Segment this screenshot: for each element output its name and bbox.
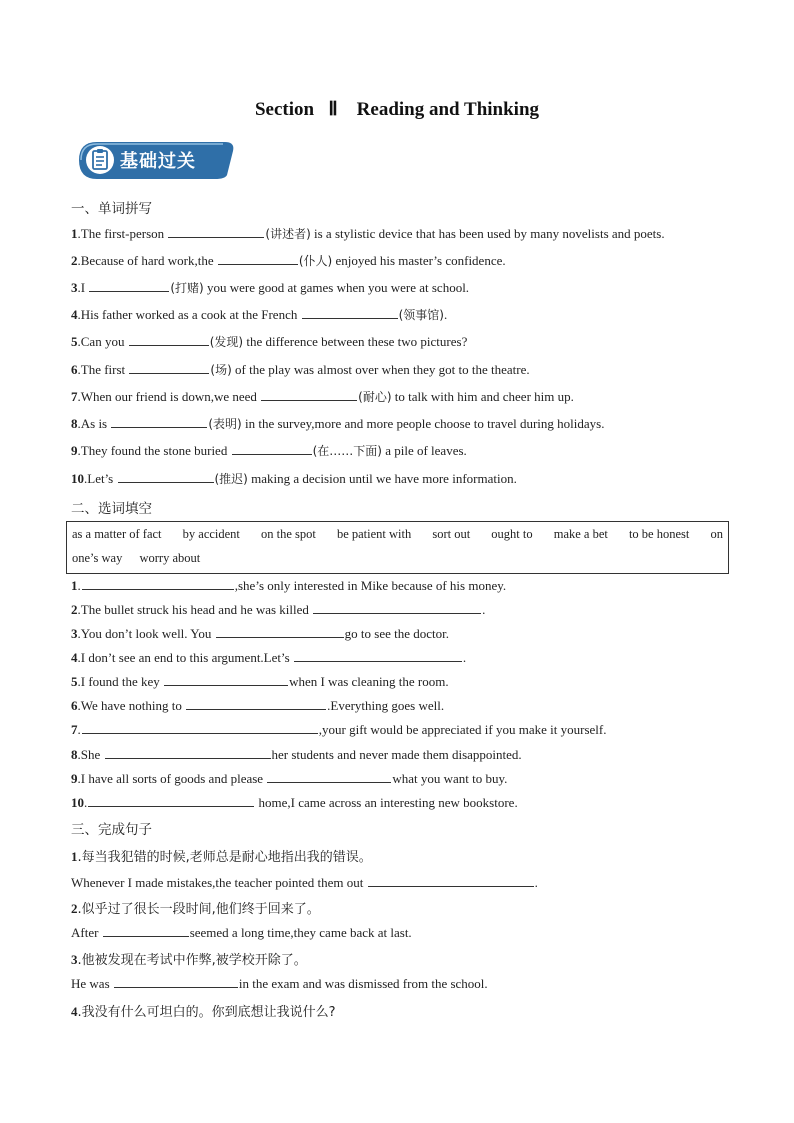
part2-item-3: 3.You don’t look well. You go to see the doctor. — [71, 626, 449, 641]
answer-blank[interactable] — [302, 306, 398, 319]
part1-item-5: 5.Can you (发现) the difference between these two pictures? — [71, 334, 468, 349]
word-bank-item: on — [710, 527, 723, 541]
answer-blank[interactable] — [368, 874, 534, 887]
section-banner — [75, 139, 235, 181]
answer-blank[interactable] — [82, 577, 234, 590]
answer-blank[interactable] — [232, 442, 312, 455]
word-bank-box — [66, 521, 729, 574]
answer-blank[interactable] — [267, 770, 391, 783]
word-bank-row — [72, 527, 723, 542]
part2-item-2: 2.The bullet struck his head and he was killed . — [71, 602, 486, 617]
word-bank-row — [72, 551, 214, 566]
answer-blank[interactable] — [164, 673, 288, 686]
part2-item-4: 4.I don’t see an end to this argument.Let’s . — [71, 650, 467, 665]
word-bank-item: one’s way — [72, 551, 123, 565]
answer-blank[interactable] — [313, 601, 481, 614]
part1-item-3: 3.I (打赌) you were good at games when you were at school. — [71, 280, 470, 295]
word-bank-item: sort out — [432, 527, 471, 541]
part3-item-3-cn: 3.他被发现在考试中作弊,被学校开除了。 — [71, 952, 307, 968]
part3-item-3-en: He was in the exam and was dismissed from the school. — [71, 976, 488, 991]
word-bank-item: ought to — [491, 527, 533, 541]
answer-blank[interactable] — [118, 470, 214, 483]
answer-blank[interactable] — [89, 279, 169, 292]
part2-item-7: 7. ,your gift would be appreciated if you make it yourself. — [71, 722, 607, 737]
answer-blank[interactable] — [105, 746, 271, 759]
answer-blank[interactable] — [82, 721, 318, 734]
word-bank-item: as a matter of fact — [72, 527, 162, 541]
part1-item-10: 10.Let’s (推迟) making a decision until we have more information. — [71, 471, 517, 486]
answer-blank[interactable] — [129, 361, 209, 374]
answer-blank[interactable] — [216, 625, 344, 638]
part2-heading: 二、选词填空 — [71, 501, 152, 517]
answer-blank[interactable] — [111, 415, 207, 428]
word-bank-item: worry about — [139, 551, 201, 565]
part1-heading: 一、单词拼写 — [71, 201, 152, 217]
word-bank-item: make a bet — [553, 527, 608, 541]
checklist-icon — [85, 145, 115, 175]
answer-blank[interactable] — [186, 697, 326, 710]
part1-item-2: 2.Because of hard work,the (仆人) enjoyed his master’s confidence. — [71, 253, 506, 268]
part1-item-6: 6.The first (场) of the play was almost over when they got to the theatre. — [71, 362, 530, 377]
part2-item-6: 6.We have nothing to .Everything goes well. — [71, 698, 445, 713]
word-bank-item: be patient with — [336, 527, 412, 541]
part1-item-8: 8.As is (表明) in the survey,more and more people choose to travel during holidays. — [71, 416, 605, 431]
part2-item-8: 8.She her students and never made them disappointed. — [71, 747, 522, 762]
part2-item-5: 5.I found the key when I was cleaning the room. — [71, 674, 449, 689]
part3-item-2-cn: 2.似乎过了很长一段时间,他们终于回来了。 — [71, 901, 320, 917]
answer-blank[interactable] — [261, 388, 357, 401]
part1-item-9: 9.They found the stone buried (在……下面) a pile of leaves. — [71, 443, 467, 458]
part2-item-1: 1. ,she’s only interested in Mike because of his money. — [71, 578, 507, 593]
part2-item-9: 9.I have all sorts of goods and please what you want to buy. — [71, 771, 508, 786]
part3-item-1-en: Whenever I made mistakes,the teacher pointed them out . — [71, 875, 538, 890]
word-bank-item: by accident — [182, 527, 240, 541]
word-bank-item: on the spot — [261, 527, 316, 541]
answer-blank[interactable] — [294, 649, 462, 662]
title-name: Reading and Thinking — [356, 99, 540, 120]
part3-item-4-cn: 4.我没有什么可坦白的。你到底想让我说什么? — [71, 1004, 336, 1020]
word-bank-item: to be honest — [628, 527, 690, 541]
part2-item-10: 10. home,I came across an interesting new bookstore. — [71, 795, 518, 810]
title-numeral: Ⅱ — [328, 99, 338, 120]
part3-item-2-en: After seemed a long time,they came back at last. — [71, 925, 412, 940]
answer-blank[interactable] — [103, 924, 189, 937]
answer-blank[interactable] — [114, 975, 238, 988]
answer-blank[interactable] — [129, 333, 209, 346]
part3-item-1-cn: 1.每当我犯错的时候,老师总是耐心地指出我的错误。 — [71, 849, 372, 865]
part1-item-1: 1.The first-person (讲述者) is a stylistic device that has been used by many novelists and poets. — [71, 226, 665, 241]
answer-blank[interactable] — [168, 225, 264, 238]
part1-item-7: 7.When our friend is down,we need (耐心) to talk with him and cheer him up. — [71, 389, 574, 404]
banner-label: 基础过关 — [120, 151, 196, 172]
part3-heading: 三、完成句子 — [71, 822, 152, 838]
part1-item-4: 4.His father worked as a cook at the French (领事馆). — [71, 307, 448, 322]
answer-blank[interactable] — [88, 794, 254, 807]
answer-blank[interactable] — [218, 252, 298, 265]
title-section: Section — [254, 99, 315, 120]
page-title — [0, 98, 794, 121]
